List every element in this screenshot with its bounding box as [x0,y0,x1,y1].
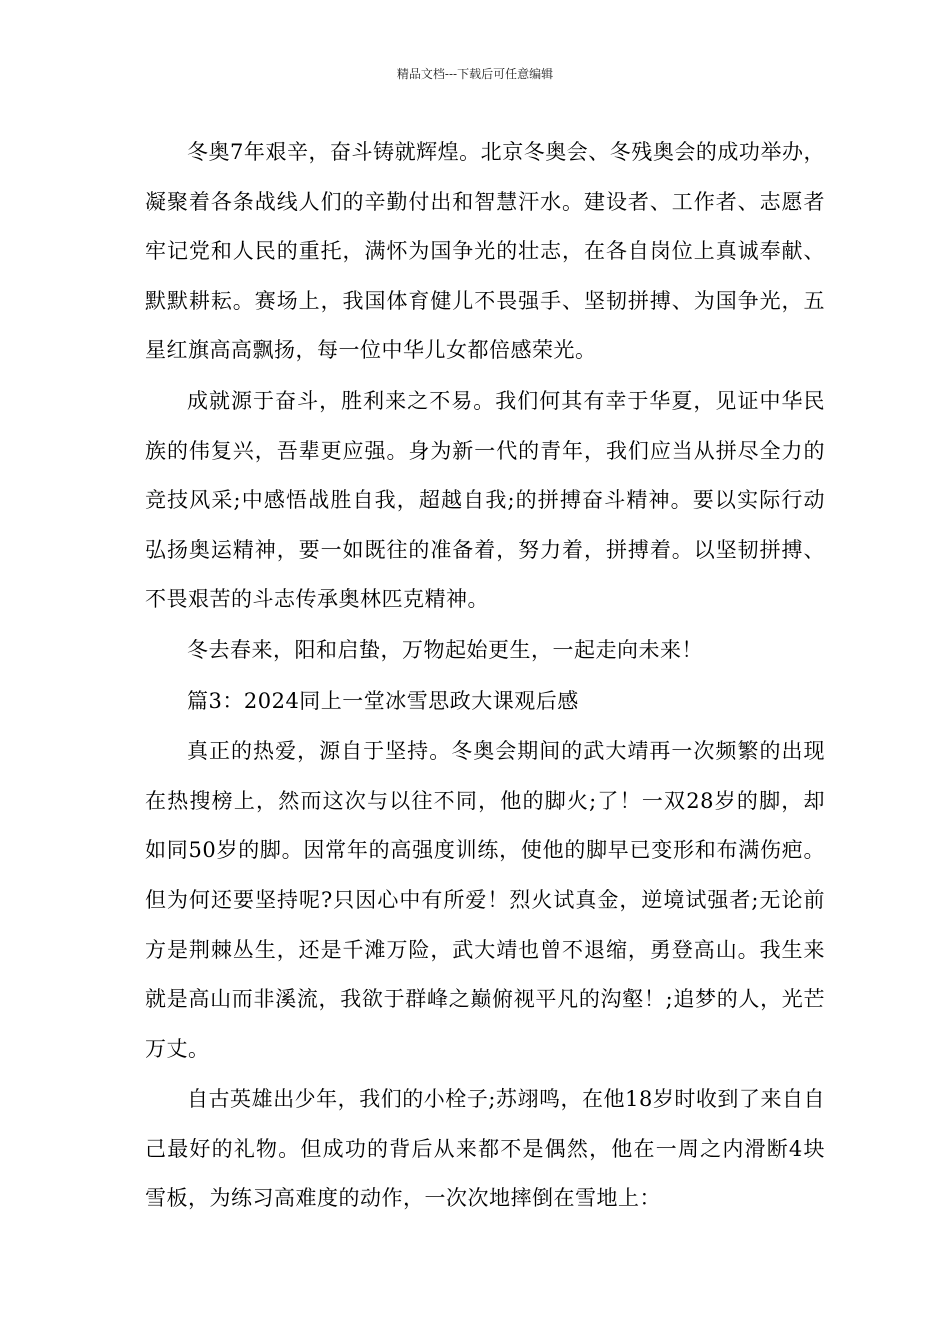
page-header: 精品文档---下载后可任意编辑 [396,67,554,81]
paragraph-winter-olympics-hardship: 冬奥7年艰辛，奋斗铸就辉煌。北京冬奥会、冬残奥会的成功举办，凝聚着各条战线人们的辛勤付出和智慧汗水。建设者、工作者、志愿者牢记党和人民的重托，满怀为国争光的壮志，在各自岗位上真诚奉献、默默耕耘。赛场上，我国体育健儿不畏强手、坚韧拼搏、为国争光，五星红旗高高飘扬，每一位中华儿女都倍感荣光。 [145,140,825,363]
document-body [145,128,825,1224]
paragraph-wu-dajing: 真正的热爱，源自于坚持。冬奥会期间的武大靖再一次频繁的出现在热搜榜上，然而这次与以往不同，他的脚火;了！一双28岁的脚，却如同50岁的脚。因常年的高强度训练，使他的脚早已变形和布满伤疤。但为何还要坚持呢?只因心中有所爱！烈火试真金，逆境试强者;无论前方是荆棘丛生，还是千滩万险，武大靖也曾不退缩，勇登高山。我生来就是高山而非溪流，我欲于群峰之巅俯视平凡的沟壑！;追梦的人，光芒万丈。 [145,739,825,1061]
paragraph-achievement-from-struggle: 成就源于奋斗，胜利来之不易。我们何其有幸于华夏，见证中华民族的伟复兴，吾辈更应强。身为新一代的青年，我们应当从拼尽全力的竞技风采;中感悟战胜自我，超越自我;的拼搏奋斗精神。要以实际行动弘扬奥运精神，要一如既往的准备着，努力着，拼搏着。以坚韧拼搏、不畏艰苦的斗志传承奥林匹克精神。 [145,388,825,612]
section-heading-part-3: 篇3：2024同上一堂冰雪思政大课观后感 [187,688,579,713]
paragraph-su-yiming: 自古英雄出少年，我们的小栓子;苏翊鸣，在他18岁时收到了来自自己最好的礼物。但成功的背后从来都不是偶然，他在一周之内滑断4块雪板，为练习高难度的动作，一次次地摔倒在雪地上： [145,1087,825,1211]
paragraph-spring-future: 冬去春来，阳和启蛰，万物起始更生，一起走向未来！ [187,637,703,662]
